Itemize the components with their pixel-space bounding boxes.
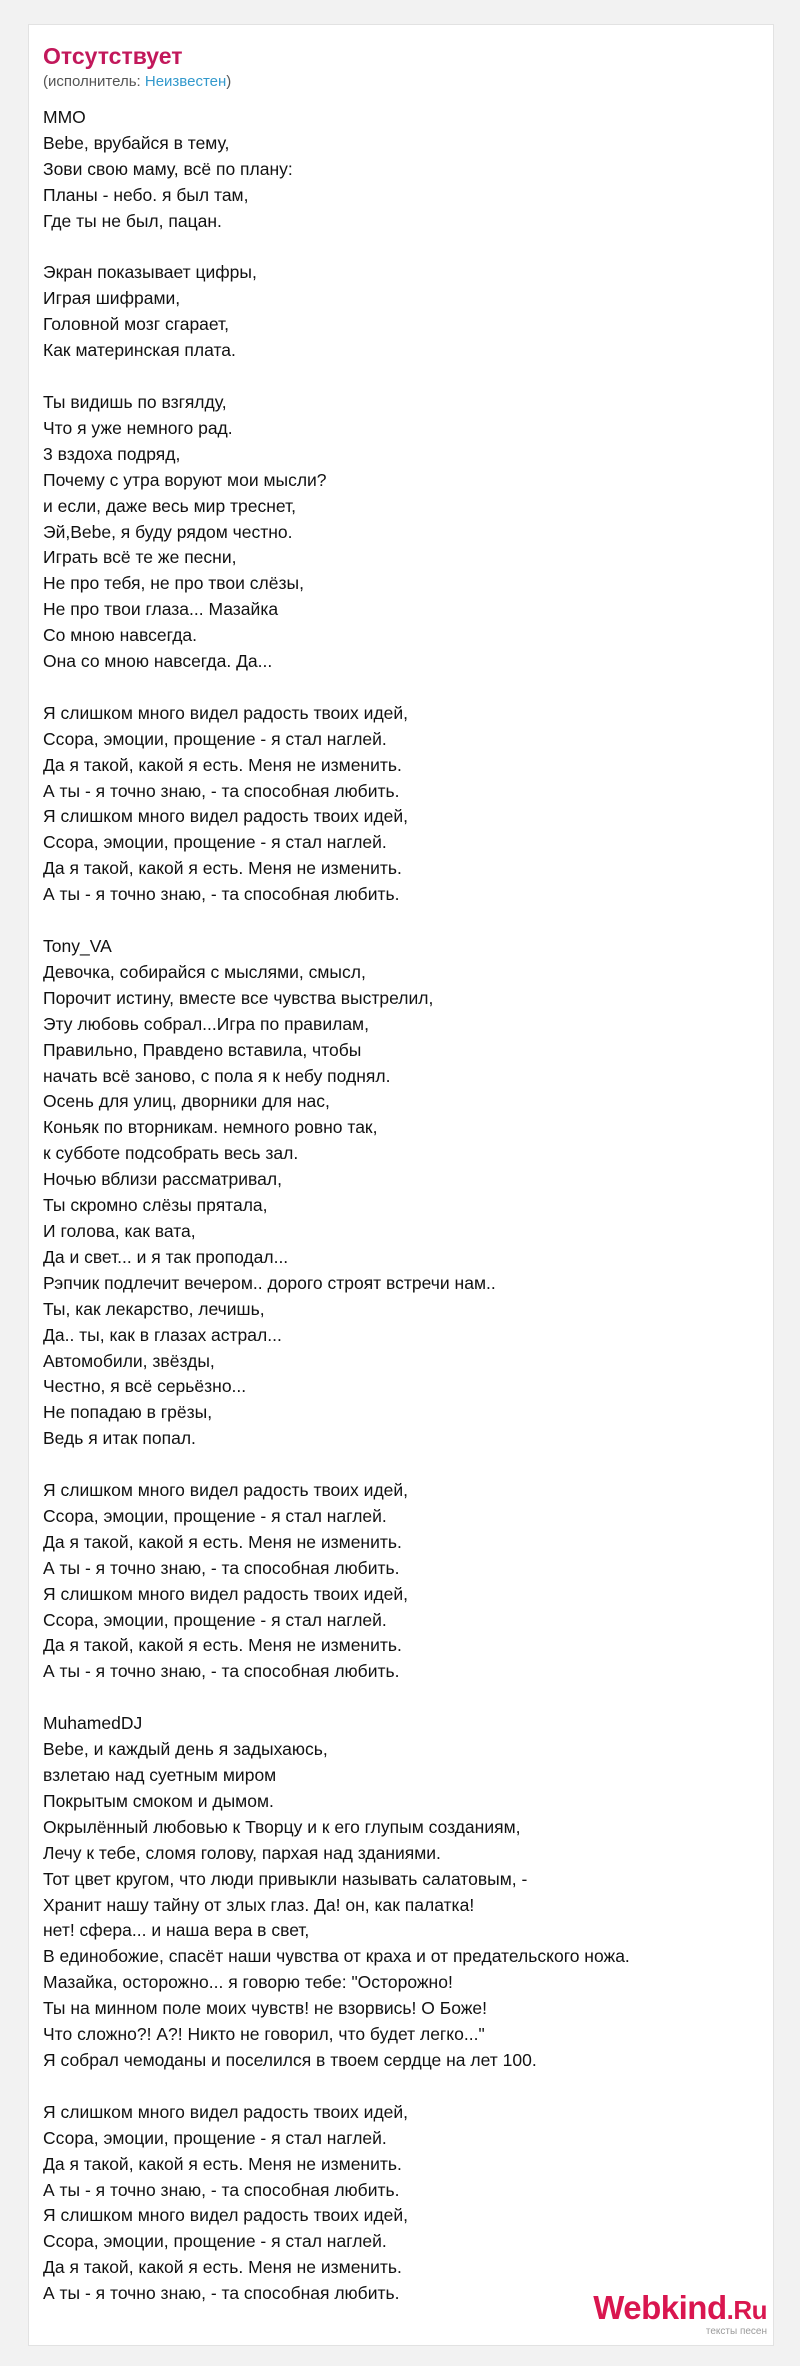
lyric-line: Почему с утра воруют мои мысли? xyxy=(43,469,327,490)
lyric-line: Я слишком много видел радость твоих идей, xyxy=(43,2101,409,2122)
lyric-line: Лечу к тебе, сломя голову, пархая над зданиями. xyxy=(43,1842,441,1863)
lyric-line: Играть всё те же песни, xyxy=(43,547,237,568)
stanza-break xyxy=(43,2074,763,2100)
lyric-line: Девочка, собирайся с мыслями, смысл, xyxy=(43,961,366,982)
lyric-line: Да я такой, какой я есть. Меня не изменить. xyxy=(43,1531,402,1552)
lyric-line: А ты - я точно знаю, - та способная любить. xyxy=(43,2179,400,2200)
lyric-line: Не про твои глаза... Мазайка xyxy=(43,599,279,620)
lyric-line: Да.. ты, как в глазах астрал... xyxy=(43,1324,282,1345)
artist-prefix: (исполнитель: xyxy=(43,73,145,90)
lyric-line: Да я такой, какой я есть. Меня не изменить. xyxy=(43,858,402,879)
stanza-break xyxy=(43,1452,763,1478)
lyric-line: Ночью вблизи рассматривал, xyxy=(43,1169,282,1190)
lyric-line: Коньяк по вторникам. немного ровно так, xyxy=(43,1117,378,1138)
lyric-line: Покрытым смоком и дымом. xyxy=(43,1790,274,1811)
lyric-line: Ты на минном поле моих чувств! не взорвись! О Боже! xyxy=(43,1998,488,2019)
lyric-line: Ссора, эмоции, прощение - я стал наглей. xyxy=(43,1505,387,1526)
lyric-line: MuhamedDJ xyxy=(43,1713,143,1734)
lyric-line: Что я уже немного рад. xyxy=(43,417,233,438)
lyric-line: Да я такой, какой я есть. Меня не изменить. xyxy=(43,2257,402,2278)
lyric-line: А ты - я точно знаю, - та способная любить. xyxy=(43,1557,400,1578)
lyrics-text xyxy=(43,105,763,2307)
lyric-line: MMO xyxy=(43,107,86,127)
lyric-line: и если, даже весь мир треснет, xyxy=(43,495,297,516)
lyric-line: Да и свет... и я так проподал... xyxy=(43,1246,289,1267)
lyric-line: Tony_VA xyxy=(43,936,112,956)
lyric-line: Рэпчик подлечит вечером.. дорого строят встречи нам.. xyxy=(43,1272,496,1293)
artist-line xyxy=(43,73,231,91)
lyric-line: Играя шифрами, xyxy=(43,288,181,309)
lyric-line: Я собрал чемоданы и поселился в твоем сердце на лет 100. xyxy=(43,2049,537,2070)
lyric-line: Правильно, Правдено вставила, чтобы xyxy=(43,1039,362,1060)
lyric-line: Честно, я всё серьёзно... xyxy=(43,1376,247,1397)
stanza-break xyxy=(43,235,763,261)
logo-tagline: тексты песен xyxy=(705,2326,767,2337)
lyric-line: Ссора, эмоции, прощение - я стал наглей. xyxy=(43,832,387,853)
lyric-line: А ты - я точно знаю, - та способная любить. xyxy=(43,2283,400,2304)
song-header xyxy=(43,43,231,91)
lyric-line: Ведь я итак попал. xyxy=(43,1428,196,1449)
lyric-line: Осень для улиц, дворники для нас, xyxy=(43,1091,330,1112)
lyric-line: взлетаю над суетным миром xyxy=(43,1765,277,1785)
lyric-line: нет! сфера... и наша вера в свет, xyxy=(43,1920,310,1941)
lyric-line: Как материнская плата. xyxy=(43,340,236,361)
lyric-line: Не попадаю в грёзы, xyxy=(43,1402,213,1423)
lyric-line: Ссора, эмоции, прощение - я стал наглей. xyxy=(43,2231,387,2252)
lyric-line: Хранит нашу тайну от злых глаз. Да! он, как палатка! xyxy=(43,1894,475,1915)
lyrics-card xyxy=(28,24,774,2346)
lyric-line: Да я такой, какой я есть. Меня не изменить. xyxy=(43,2153,402,2174)
lyric-line: Ссора, эмоции, прощение - я стал наглей. xyxy=(43,1609,387,1630)
lyric-line: А ты - я точно знаю, - та способная любить. xyxy=(43,884,400,905)
lyric-line: А ты - я точно знаю, - та способная любить. xyxy=(43,1661,400,1682)
lyric-line: Я слишком много видел радость твоих идей, xyxy=(43,702,409,723)
lyric-line: Bebe, врубайся в тему, xyxy=(43,132,230,153)
stanza-break xyxy=(43,1685,763,1711)
lyric-line: Со мною навсегда. xyxy=(43,625,198,646)
lyric-line: Головной мозг сгарает, xyxy=(43,314,229,335)
logo-tld: .Ru xyxy=(726,2295,767,2325)
lyric-line: Автомобили, звёзды, xyxy=(43,1350,215,1371)
stanza-break xyxy=(43,908,763,934)
artist-link[interactable]: Неизвестен xyxy=(144,73,227,90)
lyric-line: Ссора, эмоции, прощение - я стал наглей. xyxy=(43,2127,387,2148)
lyric-line: Эту любовь собрал...Игра по правилам, xyxy=(43,1013,369,1034)
lyric-line: И голова, как вата, xyxy=(43,1220,196,1241)
lyric-line: Я слишком много видел радость твоих идей, xyxy=(43,1480,409,1501)
lyric-line: Ты видишь по взгялду, xyxy=(43,391,227,412)
lyric-line: Где ты не был, пацан. xyxy=(43,210,222,231)
lyric-line: Эй,Bebe, я буду рядом честно. xyxy=(43,521,293,542)
lyric-line: Я слишком много видел радость твоих идей, xyxy=(43,2205,409,2226)
artist-suffix: ) xyxy=(226,73,232,90)
lyric-line: Планы - небо. я был там, xyxy=(43,184,249,205)
lyric-line: Она со мною навсегда. Да... xyxy=(43,651,273,672)
logo-brand: Webkind xyxy=(593,2289,727,2326)
lyric-line: Да я такой, какой я есть. Меня не изменить. xyxy=(43,1635,402,1656)
lyric-line: Мазайка, осторожно... я говорю тебе: "Осторожно! xyxy=(43,1972,453,1993)
lyric-line: к субботе подсобрать весь зал. xyxy=(43,1143,299,1164)
lyric-line: Ссора, эмоции, прощение - я стал наглей. xyxy=(43,728,387,749)
lyric-line: В единобожие, спасёт наши чувства от краха и от предательского ножа. xyxy=(43,1946,630,1967)
lyric-line: Экран показывает цифры, xyxy=(43,262,257,283)
lyric-line: 3 вздоха подряд, xyxy=(43,443,181,464)
lyric-line: Bebe, и каждый день я задыхаюсь, xyxy=(43,1739,328,1760)
lyric-line: Окрылённый любовью к Творцу и к его глупым созданиям, xyxy=(43,1816,521,1837)
lyric-line: Тот цвет кругом, что люди привыкли называть салатовым, - xyxy=(43,1868,528,1889)
lyric-line: Не про тебя, не про твои слёзы, xyxy=(43,573,304,594)
lyric-line: Что сложно?! А?! Никто не говорил, что будет легко..." xyxy=(43,2024,485,2045)
lyric-line: А ты - я точно знаю, - та способная любить. xyxy=(43,780,400,801)
lyric-line: начать всё заново, с пола я к небу поднял. xyxy=(43,1065,391,1086)
lyric-line: Порочит истину, вместе все чувства выстрелил, xyxy=(43,987,434,1008)
stanza-break xyxy=(43,364,763,390)
lyric-line: Ты, как лекарство, лечишь, xyxy=(43,1298,265,1319)
site-logo[interactable] xyxy=(593,2291,767,2337)
song-title: Отсутствует xyxy=(43,43,183,69)
lyric-line: Я слишком много видел радость твоих идей, xyxy=(43,1583,409,1604)
lyric-line: Ты скромно слёзы прятала, xyxy=(43,1195,268,1216)
lyric-line: Я слишком много видел радость твоих идей, xyxy=(43,806,409,827)
lyric-line: Да я такой, какой я есть. Меня не изменить. xyxy=(43,754,402,775)
lyric-line: Зови свою маму, всё по плану: xyxy=(43,158,293,179)
stanza-break xyxy=(43,675,763,701)
